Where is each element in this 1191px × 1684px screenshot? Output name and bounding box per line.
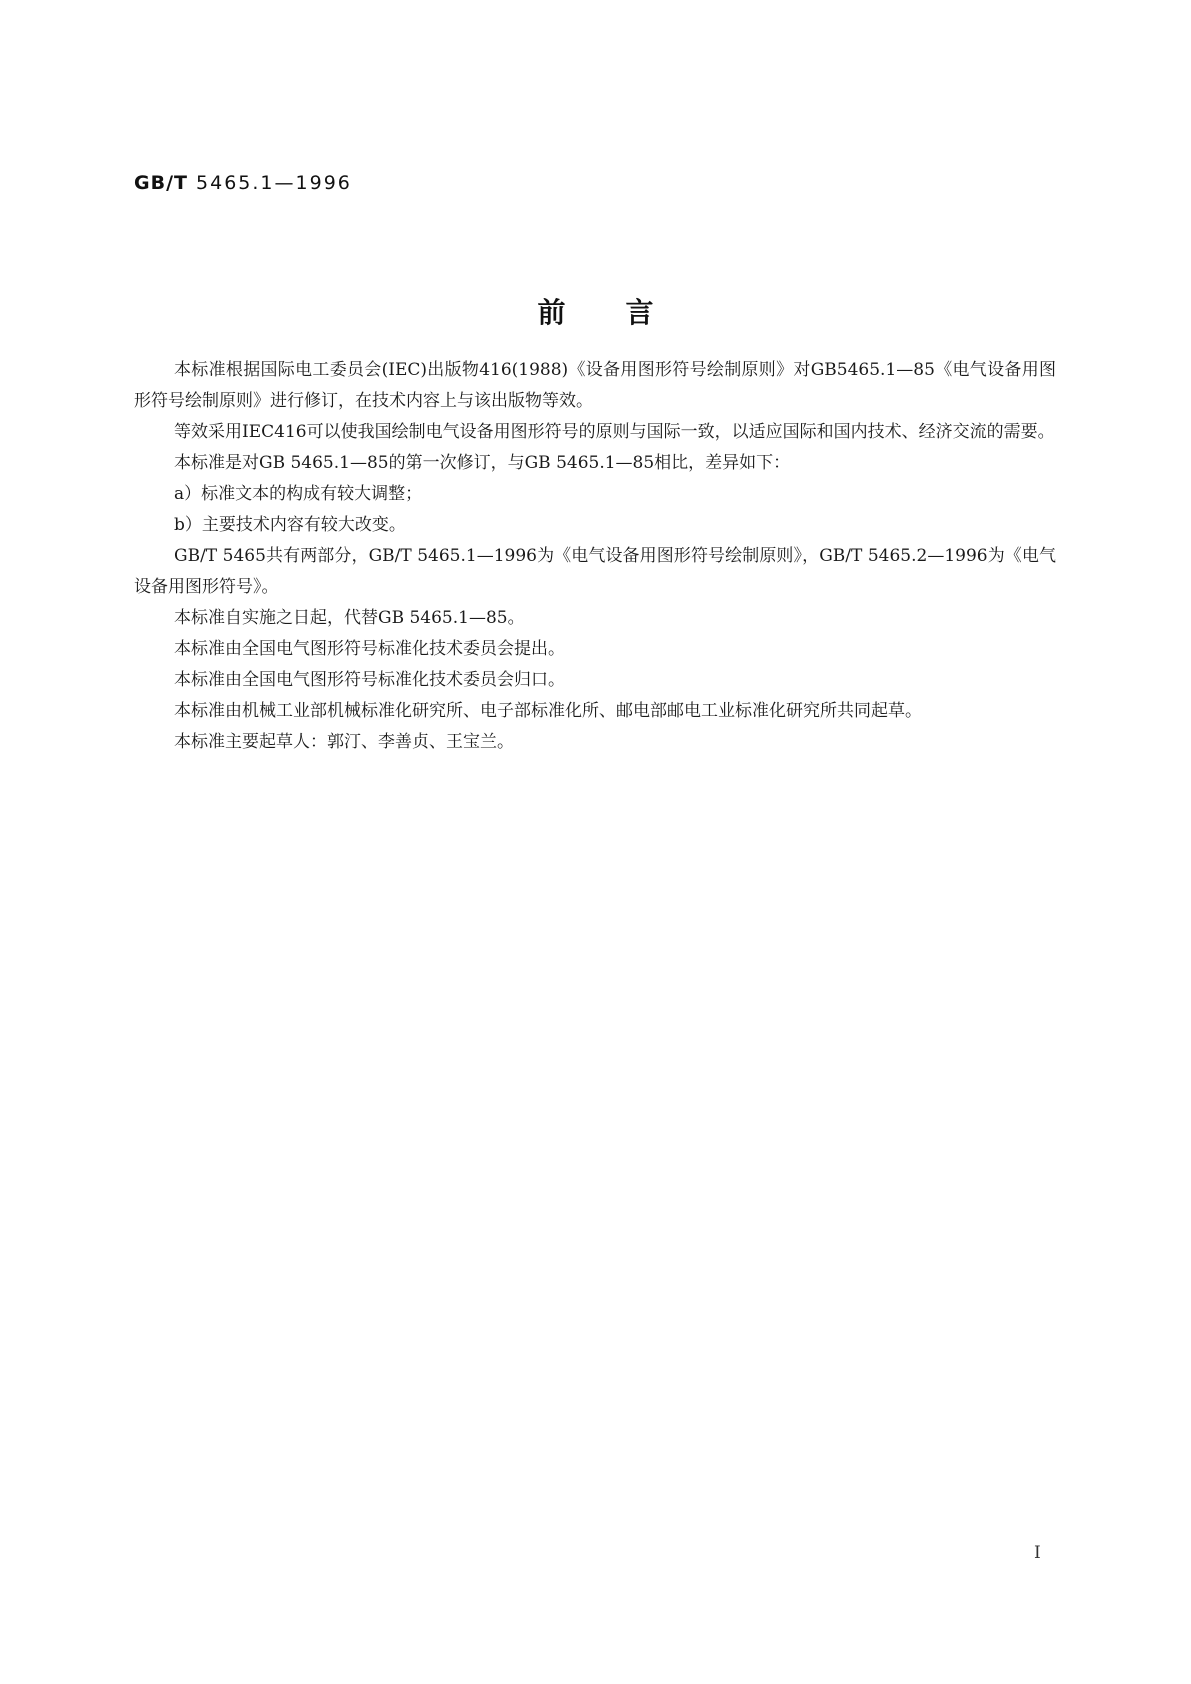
standard-number: 5465.1—1996 bbox=[196, 172, 352, 194]
paragraph: GB/T 5465共有两部分，GB/T 5465.1—1996为《电气设备用图形符号绘制原则》，GB/T 5465.2—1996为《电气设备用图形符号》。 bbox=[134, 546, 1056, 597]
standard-code bbox=[134, 172, 352, 194]
page-number: I bbox=[1034, 1543, 1041, 1563]
paragraph: 本标准由机械工业部机械标准化研究所、电子部标准化所、邮电部邮电工业标准化研究所共同起草。 bbox=[174, 701, 922, 721]
paragraph: 本标准由全国电气图形符号标准化技术委员会提出。 bbox=[174, 639, 565, 659]
standard-prefix: GB/T bbox=[134, 172, 188, 194]
paragraph: 等效采用IEC416可以使我国绘制电气设备用图形符号的原则与国际一致，以适应国际和国内技术、经济交流的需要。 bbox=[174, 422, 1055, 442]
paragraph: 本标准自实施之日起，代替GB 5465.1—85。 bbox=[174, 608, 525, 628]
paragraph: 本标准根据国际电工委员会(IEC)出版物416(1988)《设备用图形符号绘制原则》对GB5465.1—85《电气设备用图形符号绘制原则》进行修订，在技术内容上与该出版物等效。 bbox=[134, 360, 1056, 411]
foreword-body bbox=[134, 355, 1056, 758]
list-item: a）标准文本的构成有较大调整； bbox=[174, 484, 423, 504]
paragraph: 本标准由全国电气图形符号标准化技术委员会归口。 bbox=[174, 670, 565, 690]
list-item: b）主要技术内容有较大改变。 bbox=[174, 515, 406, 535]
page-title: 前言 bbox=[537, 296, 714, 329]
paragraph: 本标准主要起草人：郭汀、李善贞、王宝兰。 bbox=[174, 732, 514, 752]
paragraph: 本标准是对GB 5465.1—85的第一次修订，与GB 5465.1—85相比，差异如下： bbox=[174, 453, 791, 473]
